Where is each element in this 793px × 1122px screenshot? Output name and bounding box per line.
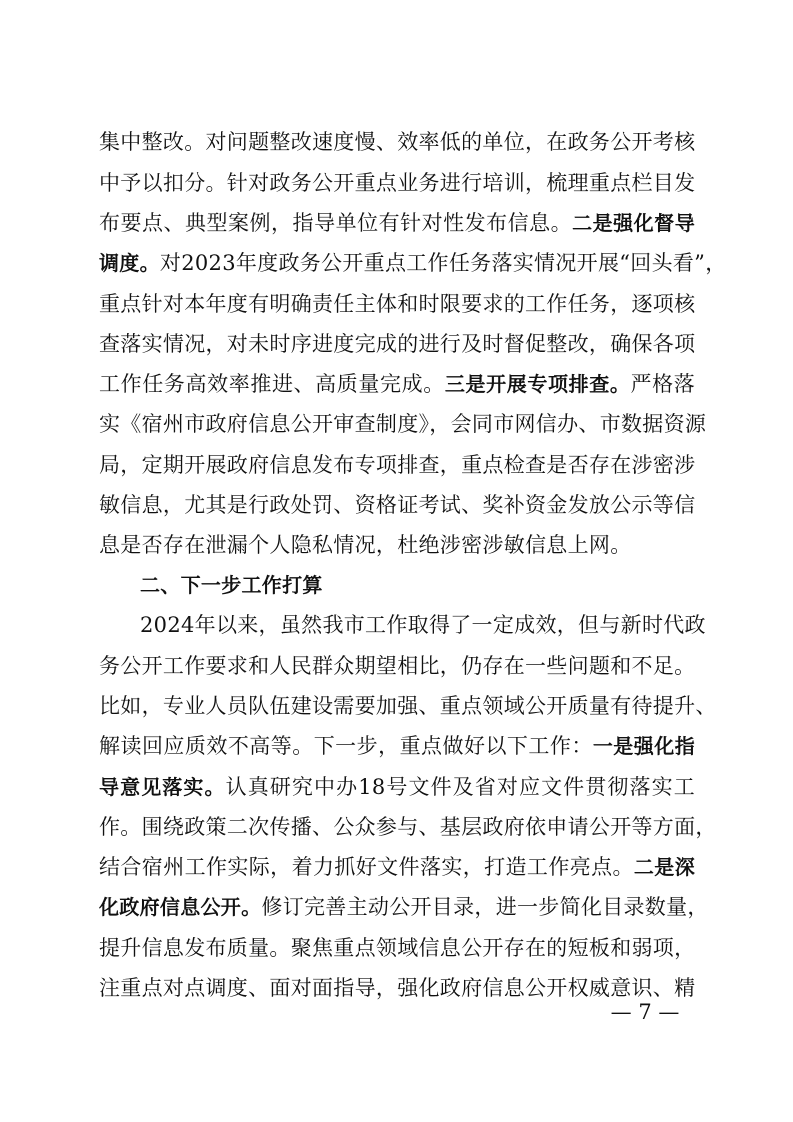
body-line: 重点针对本年度有明确责任主体和时限要求的工作任务，逐项核: [99, 292, 696, 316]
page-number: — 7 —: [610, 1000, 680, 1024]
body-line: 实《宿州市政府信息公开审查制度》，会同市网信办、市数据资源: [99, 412, 707, 436]
body-line: 务公开工作要求和人民群众期望相比，仍存在一些问题和不足。: [99, 654, 696, 678]
body-line: 调度。对2023年度政务公开重点工作任务落实情况开展“回头看”，: [99, 251, 727, 275]
body-line: 结合宿州工作实际，着力抓好文件落实，打造工作亮点。二是深: [99, 855, 695, 879]
bold-run: 三是开展专项排查。: [444, 372, 631, 396]
body-line: 布要点、典型案例，指导单位有针对性发布信息。二是强化督导: [99, 211, 695, 235]
bold-run: 二是深: [633, 855, 695, 879]
body-line: 局，定期开展政府信息发布专项排查，重点检查是否存在涉密涉: [99, 453, 696, 477]
body-line: 查落实情况，对未时序进度完成的进行及时督促整改，确保各项: [99, 332, 696, 356]
body-line: 敏信息，尤其是行政处罚、资格证考试、奖补资金发放公示等信: [99, 493, 696, 517]
body-line: 2024年以来，虽然我市工作取得了一定成效，但与新时代政: [140, 613, 706, 637]
body-line: 解读回应质效不高等。下一步，重点做好以下工作：一是强化指: [99, 734, 695, 758]
body-line: 集中整改。对问题整改速度慢、效率低的单位，在政务公开考核: [99, 130, 696, 154]
bold-run: 调度。: [99, 251, 160, 275]
bold-run: 化政府信息公开。: [99, 895, 262, 919]
bold-run: 一是强化指: [592, 734, 695, 758]
body-line: 提升信息发布质量。聚焦重点领域信息公开存在的短板和弱项，: [99, 936, 696, 960]
body-line: 导意见落实。认真研究中办18号文件及省对应文件贯彻落实工: [99, 775, 695, 799]
section-heading: 二、下一步工作打算: [140, 573, 323, 597]
body-line: 注重点对点调度、面对面指导，强化政府信息公开权威意识、精: [99, 976, 696, 1000]
bold-run: 二是强化督导: [572, 211, 695, 235]
body-line: 化政府信息公开。修订完善主动公开目录，进一步简化目录数量，: [99, 895, 709, 919]
bold-run: 导意见落实。: [99, 775, 226, 799]
body-line: 比如，专业人员队伍建设需要加强、重点领域公开质量有待提升、: [99, 694, 717, 718]
body-line: 作。围绕政策二次传播、公众参与、基层政府依申请公开等方面，: [99, 815, 717, 839]
body-line: 中予以扣分。针对政务公开重点业务进行培训，梳理重点栏目发: [99, 171, 696, 195]
body-line: 工作任务高效率推进、高质量完成。三是开展专项排查。严格落: [99, 372, 695, 396]
body-line: 息是否存在泄漏个人隐私情况，杜绝涉密涉敏信息上网。: [99, 533, 632, 557]
